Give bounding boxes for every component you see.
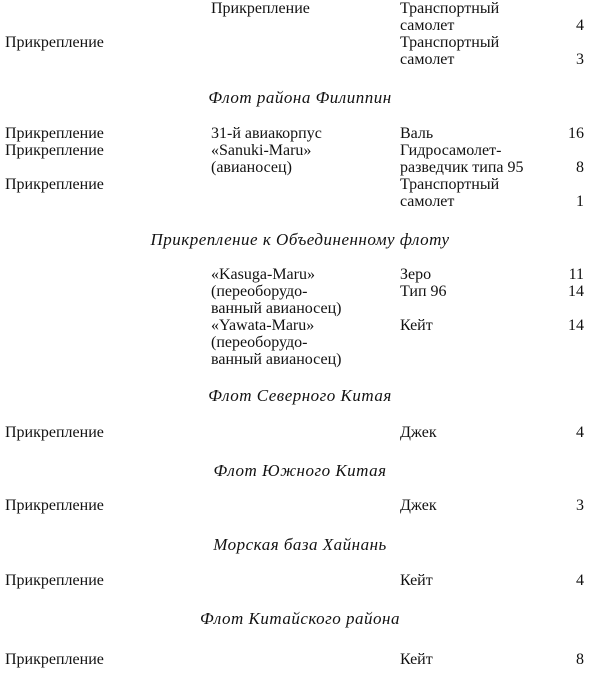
combined-ship2-row1-aircraft: Кейт	[400, 317, 433, 334]
philippines-row2-formation: «Sanuki-Maru» (авианосец)	[211, 142, 312, 176]
philippines-row3-unit: Прикрепление	[5, 176, 104, 193]
china-area-row1-aircraft: Кейт	[400, 651, 433, 668]
philippines-row2-unit: Прикрепление	[5, 142, 104, 159]
china-area-row1-count: 8	[576, 651, 584, 668]
intro-row1-unit: Прикрепление	[211, 0, 310, 17]
intro-row2-aircraft: Транспортный самолет	[400, 34, 500, 68]
combined-ship1-row2-aircraft: Тип 96	[400, 283, 447, 300]
intro-row2-unit: Прикрепление	[5, 34, 104, 51]
north-china-row1-aircraft: Джек	[400, 424, 437, 441]
combined-ship1-name: «Kasuga-Maru» (переоборудо- ванный авианосец)	[211, 266, 342, 317]
philippines-row2-aircraft: Гидросамолет- разведчик типа 95	[400, 142, 524, 176]
heading-south-china-fleet: Флот Южного Китая	[213, 461, 387, 480]
combined-ship1-row1-count: 11	[568, 266, 584, 283]
south-china-row1-count: 3	[576, 497, 584, 514]
philippines-row1-formation: 31-й авиакорпус	[211, 125, 322, 142]
philippines-row3-count: 1	[576, 193, 584, 210]
north-china-row1-unit: Прикрепление	[5, 424, 104, 441]
philippines-row2-count: 8	[576, 159, 584, 176]
philippines-row1-unit: Прикрепление	[5, 125, 104, 142]
combined-ship1-row1-aircraft: Зеро	[400, 266, 432, 283]
philippines-row1-count: 16	[568, 125, 584, 142]
hainan-row1-unit: Прикрепление	[5, 572, 104, 589]
heading-china-area-fleet: Флот Китайского района	[199, 609, 400, 628]
hainan-row1-aircraft: Кейт	[400, 572, 433, 589]
heading-philippines-fleet: Флот района Филиппин	[208, 88, 392, 107]
hainan-row1-count: 4	[576, 572, 584, 589]
philippines-row3-aircraft: Транспортный самолет	[400, 176, 500, 210]
north-china-row1-count: 4	[576, 424, 584, 441]
china-area-row1-unit: Прикрепление	[5, 651, 104, 668]
south-china-row1-aircraft: Джек	[400, 497, 437, 514]
philippines-row1-aircraft: Валь	[400, 125, 434, 142]
combined-ship1-row2-count: 14	[568, 283, 584, 300]
south-china-row1-unit: Прикрепление	[5, 497, 104, 514]
combined-ship2-name: «Yawata-Maru» (переоборудо- ванный авианосец)	[211, 317, 342, 368]
combined-ship2-row1-count: 14	[568, 317, 584, 334]
heading-combined-fleet: Прикрепление к Объединенному флоту	[150, 230, 450, 249]
intro-row2-count: 3	[576, 51, 584, 68]
heading-north-china-fleet: Флот Северного Китая	[208, 386, 392, 405]
intro-row1-count: 4	[576, 17, 584, 34]
heading-hainan-base: Морская база Хайнань	[213, 535, 387, 554]
intro-row1-aircraft: Транспортный самолет	[400, 0, 500, 34]
